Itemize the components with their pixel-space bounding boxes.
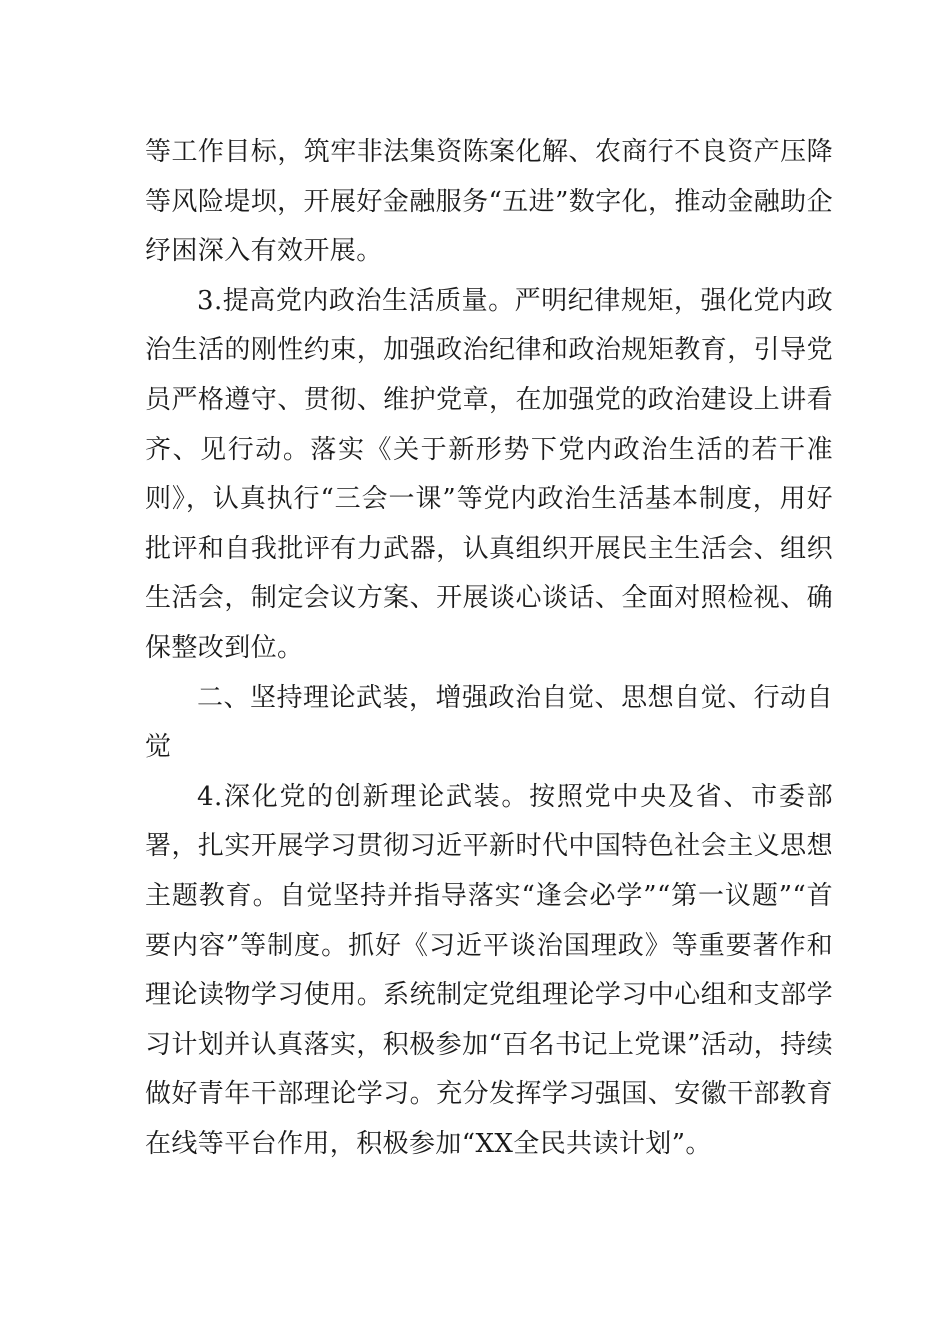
document-body [145,128,833,1169]
paragraph-item-3: 3.提高党内政治生活质量。严明纪律规矩，强化党内政治生活的刚性约束，加强政治纪律和政治规矩教育，引导党员严格遵守、贯彻、维护党章，在加强党的政治建设上讲看齐、见行动。落实《关于新形势下党内政治生活的若干准则》，认真执行“三会一课”等党内政治生活基本制度，用好批评和自我批评有力武器，认真组织开展民主生活会、组织生活会，制定会议方案、开展谈心谈话、全面对照检视、确保整改到位。 [145,285,833,663]
paragraph-item-4: 4.深化党的创新理论武装。按照党中央及省、市委部署，扎实开展学习贯彻习近平新时代中国特色社会主义思想主题教育。自觉坚持并指导落实“逢会必学”“第一议题”“首要内容”等制度。抓好《习近平谈治国理政》等重要著作和理论读物学习使用。系统制定党组理论学习中心组和支部学习计划并认真落实，积极参加“百名书记上党课”活动，持续做好青年干部理论学习。充分发挥学习强国、安徽干部教育在线等平台作用，积极参加“XX全民共读计划”。 [145,781,833,1159]
section-heading-2: 二、坚持理论武装，增强政治自觉、思想自觉、行动自觉 [145,682,833,763]
paragraph-continuation: 等工作目标，筑牢非法集资陈案化解、农商行不良资产压降等风险堤坝，开展好金融服务“五进”数字化，推动金融助企纾困深入有效开展。 [145,137,833,267]
